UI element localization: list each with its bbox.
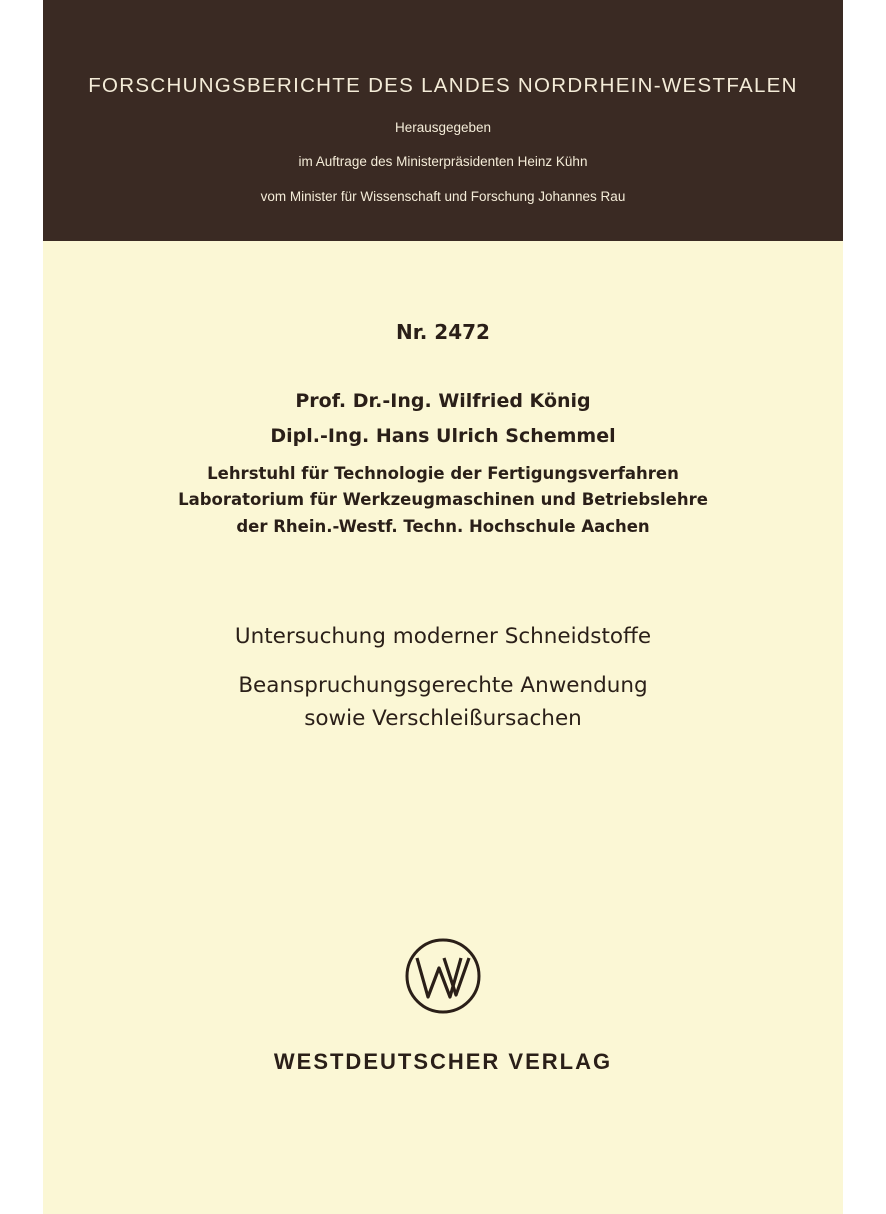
minister-line: vom Minister für Wissenschaft und Forschung Johannes Rau [260, 189, 626, 204]
institution-line-3: der Rhein.-Westf. Techn. Hochschule Aachen [236, 517, 650, 536]
title-line-3: sowie Verschleißursachen [304, 706, 582, 731]
institution-line-2: Laboratorium für Werkzeugmaschinen und Betriebslehre [178, 490, 708, 509]
publisher-name: WESTDEUTSCHER VERLAG [273, 1049, 613, 1074]
institution-line-1: Lehrstuhl für Technologie der Fertigungsverfahren [207, 464, 679, 483]
title-line-2: Beanspruchungsgerechte Anwendung [238, 673, 648, 698]
book-cover [43, 0, 843, 1214]
author-1: Prof. Dr.-Ing. Wilfried König [295, 390, 591, 412]
series-header-band [43, 0, 843, 241]
editor-line: Herausgegeben [394, 120, 492, 135]
series-title: FORSCHUNGSBERICHTE DES LANDES NORDRHEIN-WESTFALEN [88, 74, 798, 97]
author-2: Dipl.-Ing. Hans Ulrich Schemmel [270, 425, 616, 447]
report-number: Nr. 2472 [396, 320, 490, 344]
publisher-wv-logo-icon [404, 937, 482, 1015]
title-line-1: Untersuchung moderner Schneidstoffe [234, 624, 652, 649]
commission-line: im Auftrage des Ministerpräsidenten Heinz Kühn [298, 154, 588, 169]
